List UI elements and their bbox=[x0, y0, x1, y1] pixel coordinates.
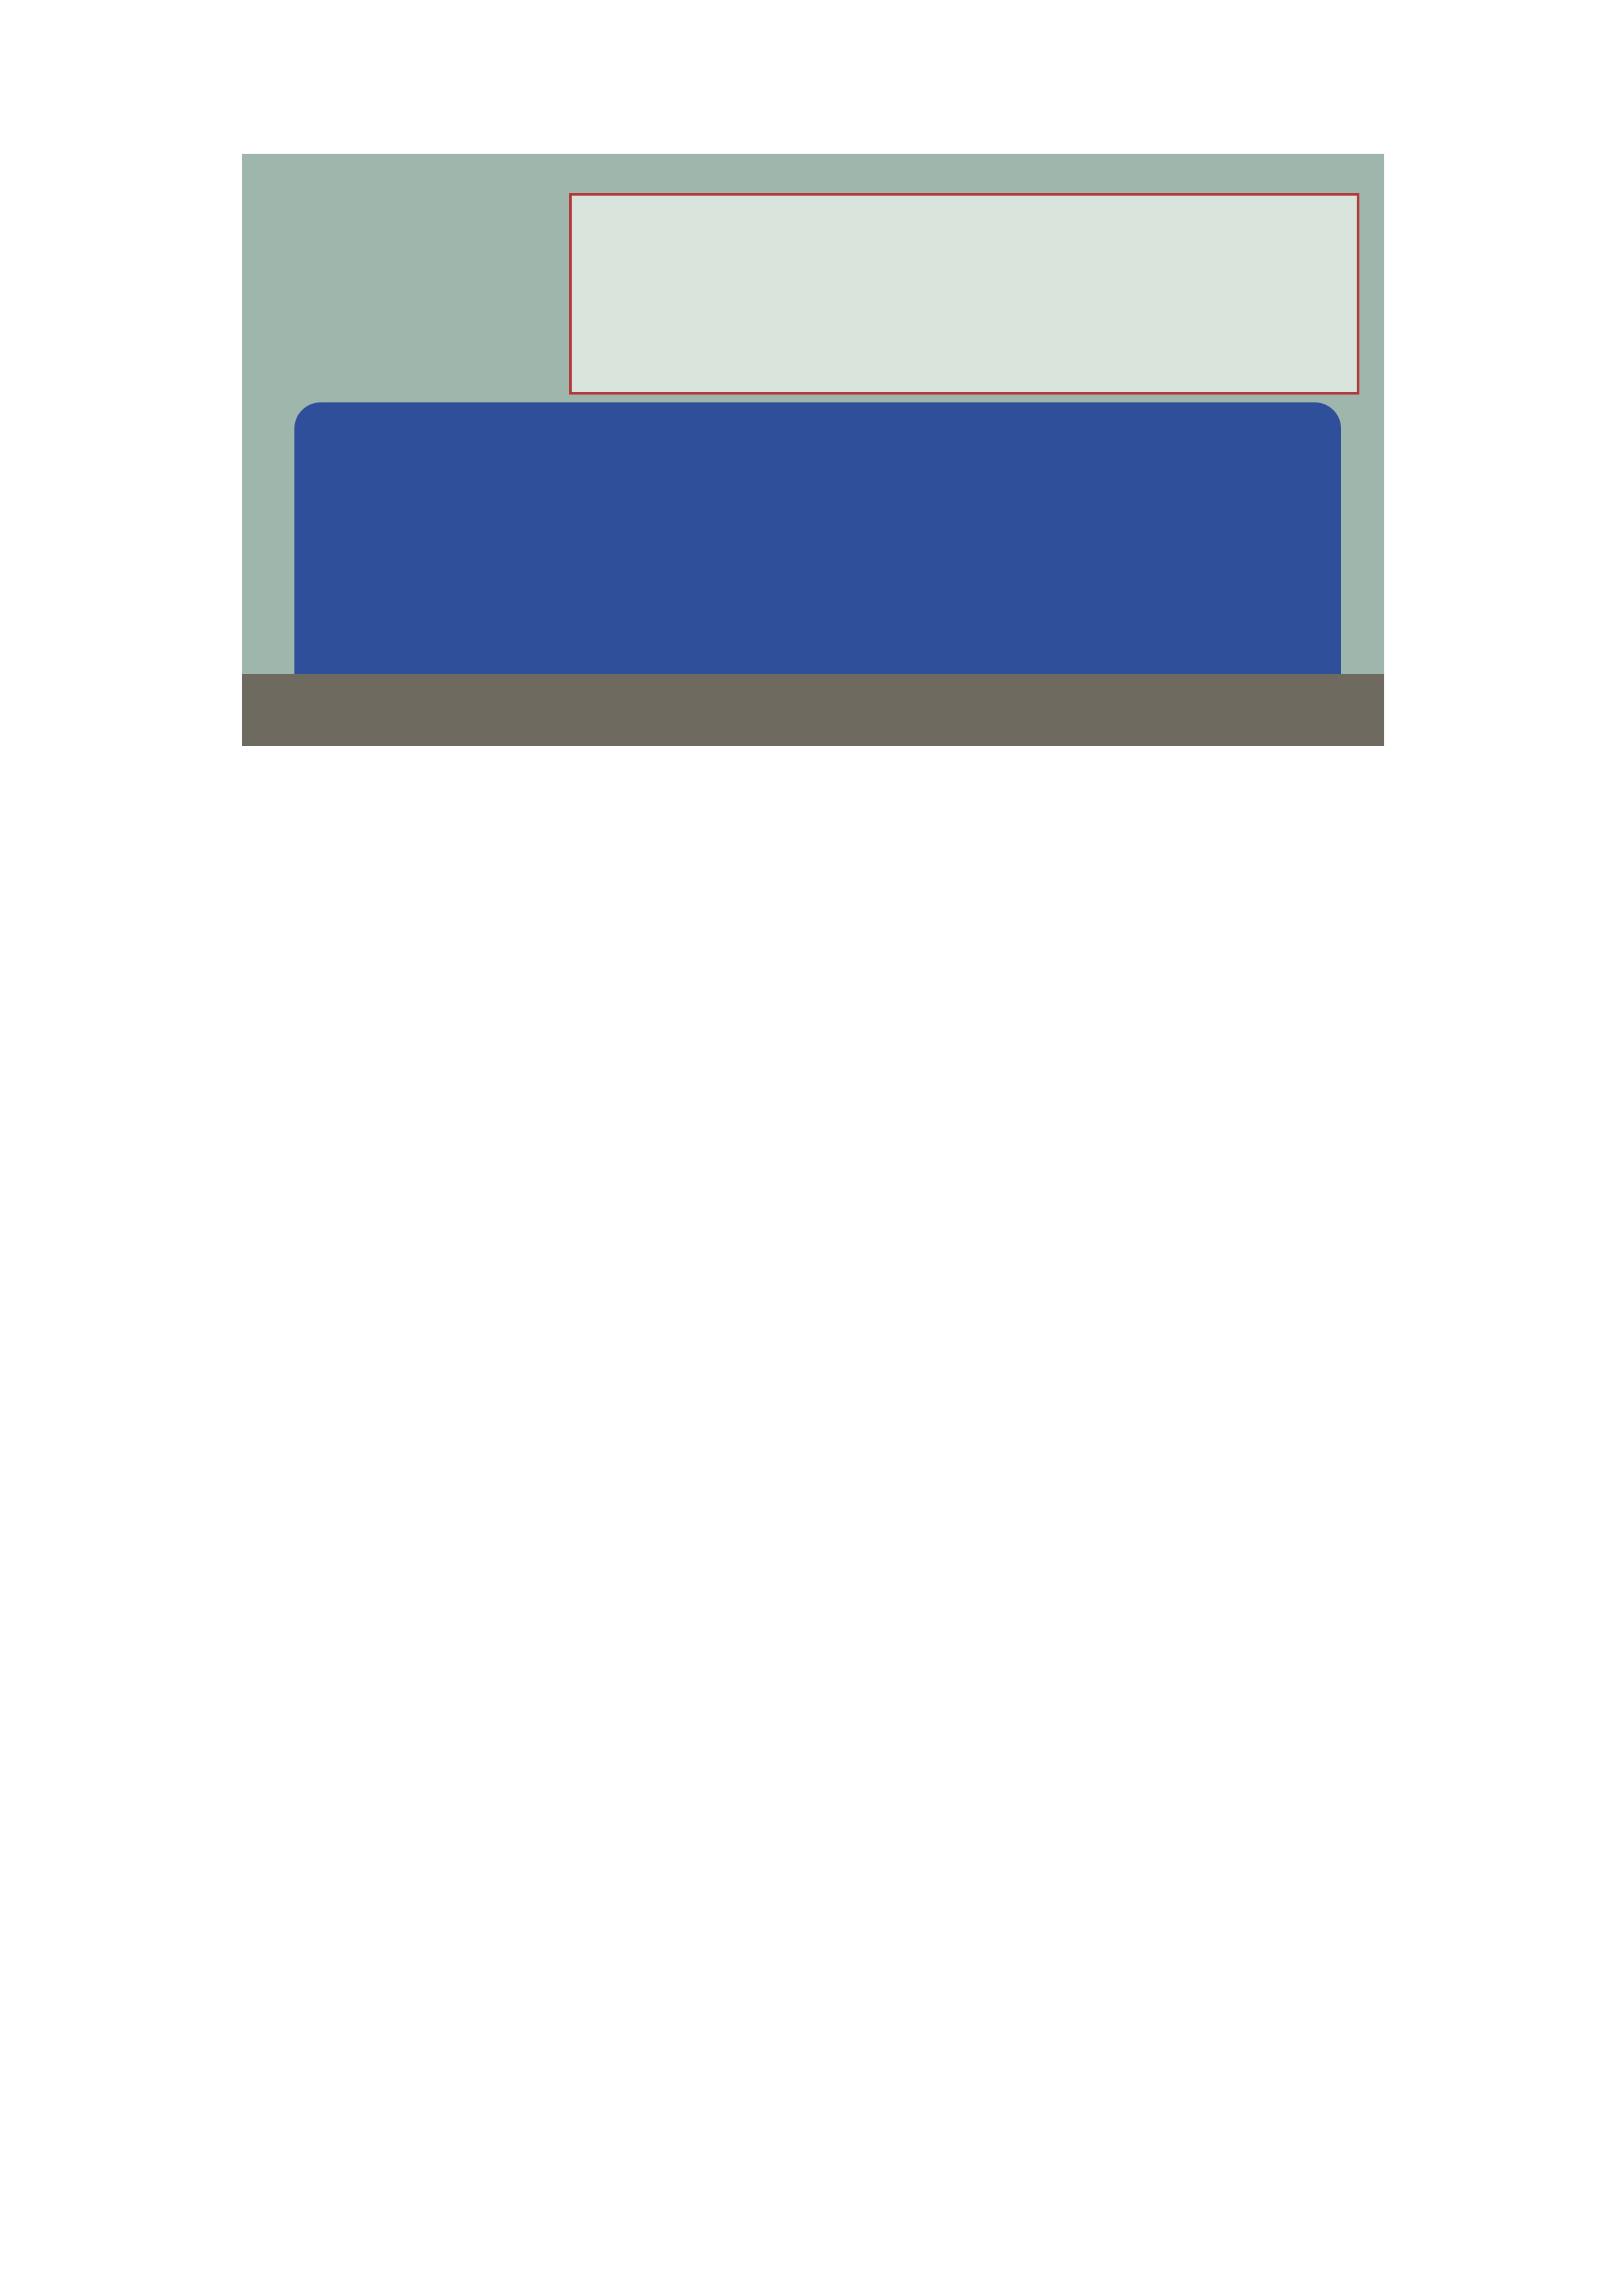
group-of-people bbox=[294, 402, 1341, 677]
group-photo bbox=[242, 154, 1384, 746]
building-sign bbox=[569, 193, 1359, 395]
building-steps bbox=[242, 674, 1384, 746]
